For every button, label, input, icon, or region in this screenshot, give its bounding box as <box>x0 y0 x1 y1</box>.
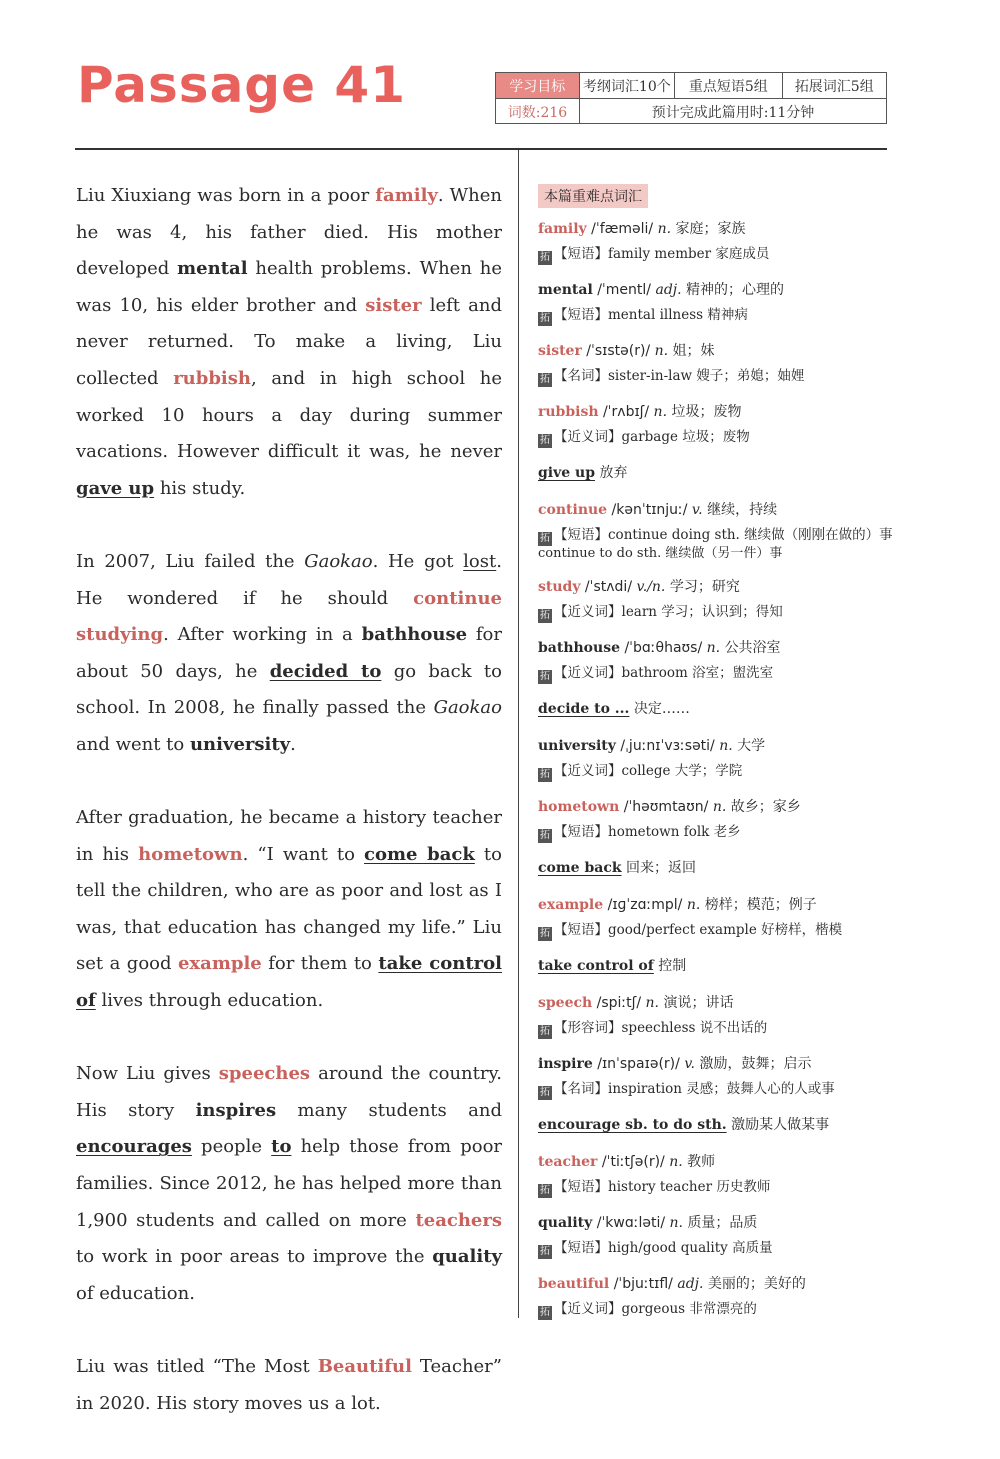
vocab-extension-text: 【近义词】college 大学；学院 <box>554 763 743 779</box>
estimated-time: 预计完成此篇用时:11分钟 <box>651 104 815 121</box>
vocab-part-of-speech: v. <box>684 1056 696 1072</box>
text-run: lives through education. <box>95 990 324 1012</box>
vocab-part-of-speech: n. <box>653 404 668 420</box>
vocab-word: sister <box>538 343 582 359</box>
vocab-extension <box>538 1016 898 1040</box>
vocab-meaning: 回来；返回 <box>626 860 696 876</box>
keyword: bathhouse <box>361 624 468 646</box>
key-phrase: gave up <box>76 477 155 499</box>
vocab-list <box>538 216 898 1321</box>
vocab-headline <box>538 497 898 523</box>
key-phrase: come back <box>364 843 475 865</box>
paragraph-5 <box>76 1349 502 1422</box>
vocab-entry <box>538 855 898 881</box>
vocab-headline <box>538 1149 898 1175</box>
vocab-entry <box>538 696 898 722</box>
vocab-extension-extra: continue to do sth. 继续做（另一件）事 <box>538 546 783 561</box>
text-run: Liu Xiuxiang was born in a poor <box>76 185 376 206</box>
extension-tag-icon: 拓 <box>540 769 550 780</box>
vocab-extension-text: 【短语】hometown folk 老乡 <box>554 824 741 840</box>
vocab-meaning: 姐；妹 <box>672 343 715 359</box>
key-phrase: decided to <box>269 660 382 682</box>
vocab-phonetic: /ˈbjuːtɪfl/ <box>613 1276 673 1292</box>
vocab-header: 本篇重难点词汇 <box>538 184 648 208</box>
key-phrase: lost <box>463 550 497 572</box>
vocab-extension <box>538 600 898 624</box>
vocab-headline <box>538 1210 898 1236</box>
vocab-part-of-speech: n. <box>645 995 659 1011</box>
vocab-part-of-speech: v. <box>691 502 703 518</box>
vocab-part-of-speech: n. <box>669 1154 683 1170</box>
vocab-word: hometown <box>538 799 620 815</box>
vocab-headline <box>538 696 898 722</box>
vocab-extension-text: 【短语】continue doing sth. 继续做（刚刚在做的）事 <box>554 527 893 543</box>
vocab-part-of-speech: n. <box>669 1215 683 1231</box>
vocab-extension <box>538 523 898 547</box>
keyword: university <box>189 733 291 755</box>
vocab-extension <box>538 364 898 388</box>
vocab-meaning: 激励某人做某事 <box>731 1117 830 1133</box>
vocab-extension-text: 【名词】inspiration 灵感；鼓舞人心的人或事 <box>554 1081 835 1097</box>
vocab-entry <box>538 794 898 844</box>
vocab-entry <box>538 460 898 486</box>
vocab-entry <box>538 399 898 449</box>
vocab-part-of-speech: n. <box>654 343 669 359</box>
vocab-extension <box>538 918 898 942</box>
column-divider <box>518 150 519 1318</box>
vocab-meaning: 激励，鼓舞；启示 <box>699 1056 812 1072</box>
passage-text <box>76 178 502 1459</box>
vocab-phonetic: /ˈtiːtʃə(r)/ <box>601 1154 665 1170</box>
paragraph-4 <box>76 1056 502 1312</box>
vocab-meaning: 放弃 <box>599 465 628 481</box>
vocab-meaning: 大学 <box>737 738 766 754</box>
text-run: . When he was 4, his father died. His mother developed <box>76 185 502 280</box>
vocab-headline <box>538 338 898 364</box>
vocab-meaning: 继续，持续 <box>707 502 778 518</box>
vocab-entry <box>538 733 898 783</box>
extension-tag-icon: 拓 <box>540 313 550 324</box>
keyword: Beautiful <box>317 1356 412 1377</box>
vocab-word: inspire <box>538 1056 593 1072</box>
keyword: hometown <box>138 843 243 865</box>
vocab-extension <box>538 1077 898 1101</box>
vocab-headline <box>538 277 898 303</box>
vocab-headline <box>538 399 898 425</box>
text-run: health problems. When he was 10, his elder brother and <box>76 258 502 316</box>
extension-tag-icon: 拓 <box>540 252 550 263</box>
vocab-meaning: 垃圾；废物 <box>671 404 742 420</box>
text-run: of education. <box>76 1282 195 1304</box>
vocab-entry <box>538 1051 898 1101</box>
paragraph-2 <box>76 544 502 764</box>
text-run: go back to school. In 2008, he finally passed the <box>76 660 502 719</box>
vocab-headline <box>538 855 898 881</box>
text-run: left and never returned. To make a living, Liu collected <box>76 294 502 389</box>
vocab-phonetic: /ˈbɑːθhaʊs/ <box>624 640 703 656</box>
vocab-word: mental <box>538 282 593 298</box>
vocab-headline <box>538 574 898 600</box>
vocab-part-of-speech: adj. <box>655 282 682 298</box>
text-run: . <box>290 733 296 755</box>
vocab-extension <box>538 242 898 266</box>
extension-tag-icon: 拓 <box>540 671 550 682</box>
vocab-word: example <box>538 897 604 913</box>
vocab-entry <box>538 953 898 979</box>
vocab-meaning: 榜样；模范；例子 <box>704 897 817 913</box>
keyword: quality <box>432 1246 502 1268</box>
text-run: Now Liu gives <box>76 1063 219 1085</box>
extension-tag-icon: 拓 <box>540 533 550 544</box>
vocab-phonetic: /ˈfæməli/ <box>591 221 654 237</box>
text-run: around the country. His story <box>76 1063 502 1121</box>
vocab-extension-text: 【短语】high/good quality 高质量 <box>554 1240 773 1256</box>
text-run: Liu was titled “The Most <box>76 1356 318 1377</box>
extension-tag-icon: 拓 <box>540 928 550 939</box>
extension-tag-icon: 拓 <box>540 374 550 385</box>
vocab-headline <box>538 892 898 918</box>
text-run: , and in high school he worked 10 hours a day during summer vacations. However difficult it was, he never <box>76 367 503 463</box>
vocab-extension-text: 【近义词】bathroom 浴室；盥洗室 <box>554 665 774 681</box>
vocab-meaning: 公共浴室 <box>724 640 781 656</box>
vocab-extension <box>538 820 898 844</box>
key-phrase: encourages <box>76 1136 192 1158</box>
italic-term: Gaokao <box>304 550 373 572</box>
extension-tag-icon: 拓 <box>540 1307 550 1318</box>
italic-term: Gaokao <box>433 697 502 719</box>
vocab-word: come back <box>538 860 622 876</box>
vocab-meaning: 学习；研究 <box>669 579 740 595</box>
vocab-headline <box>538 953 898 979</box>
vocab-entry <box>538 574 898 624</box>
text-run: Teacher” in 2020. His story moves us a lot. <box>76 1356 502 1414</box>
vocab-entry <box>538 1271 898 1321</box>
vocab-headline <box>538 990 898 1016</box>
extension-tag-icon: 拓 <box>540 1185 550 1196</box>
vocab-meaning: 精神的；心理的 <box>686 282 785 298</box>
text-run: . He got <box>372 550 464 572</box>
paragraph-3 <box>76 800 502 1020</box>
vocab-word: speech <box>538 995 593 1011</box>
vocab-phonetic: /spiːtʃ/ <box>596 995 642 1011</box>
vocab-part-of-speech: n. <box>712 799 727 815</box>
vocab-part-of-speech: n. <box>719 738 733 754</box>
vocab-extension-text: 【短语】mental illness 精神病 <box>554 307 748 323</box>
vocab-part-of-speech: n. <box>657 221 672 237</box>
vocab-word: rubbish <box>538 404 599 420</box>
vocab-entry <box>538 1210 898 1260</box>
key-phrase: take control of <box>76 953 502 1012</box>
vocab-extension <box>538 661 898 685</box>
vocab-word: decide to ... <box>538 701 630 717</box>
vocab-part-of-speech: adj. <box>677 1276 704 1292</box>
vocab-word: take control of <box>538 958 654 974</box>
vocab-meaning: 控制 <box>658 958 687 974</box>
text-run: . After working in a <box>163 624 362 646</box>
vocab-word: teacher <box>538 1154 598 1170</box>
vocab-headline <box>538 460 898 486</box>
extension-tag-icon: 拓 <box>540 1246 550 1257</box>
vocab-phonetic: /ˈstʌdi/ <box>584 579 633 595</box>
vocab-phonetic: /ɪnˈspaɪə(r)/ <box>597 1056 680 1072</box>
vocab-headline <box>538 216 898 242</box>
vocab-sidebar <box>538 184 898 1332</box>
vocab-headline <box>538 733 898 759</box>
text-run: for about 50 days, he <box>76 624 503 682</box>
top-divider <box>75 148 887 150</box>
vocab-entry <box>538 277 898 327</box>
keyword: teachers <box>415 1209 502 1231</box>
vocab-meaning: 故乡；家乡 <box>730 799 801 815</box>
vocab-entry <box>538 1112 898 1138</box>
extension-tag-icon: 拓 <box>540 435 550 446</box>
text-run: to tell the children, who are as poor and lost as I was, that education has changed my life.” Liu set a good <box>76 843 502 975</box>
text-run: . “I want to <box>242 843 365 865</box>
vocab-word: study <box>538 579 581 595</box>
vocab-phonetic: /ˈmentl/ <box>597 282 652 298</box>
goal-vocab-count: 考纲词汇10个 <box>580 73 676 98</box>
vocab-part-of-speech: v./n. <box>636 579 666 595</box>
vocab-extension-text: 【短语】family member 家庭成员 <box>554 246 770 262</box>
extension-tag-icon: 拓 <box>540 1087 550 1098</box>
keyword: rubbish <box>173 367 251 389</box>
vocab-extension-text: 【近义词】learn 学习；认识到；得知 <box>554 604 783 620</box>
extension-tag-icon: 拓 <box>540 830 550 841</box>
vocab-extension <box>538 1236 898 1260</box>
learning-goals-box <box>495 72 887 124</box>
text-run: and went to <box>76 733 190 755</box>
vocab-phonetic: /kənˈtɪnjuː/ <box>611 502 688 518</box>
extension-tag-icon: 拓 <box>540 1026 550 1037</box>
vocab-word: quality <box>538 1215 593 1231</box>
vocab-word: give up <box>538 465 595 481</box>
vocab-extension-text: 【短语】history teacher 历史教师 <box>554 1179 771 1195</box>
vocab-headline <box>538 635 898 661</box>
vocab-headline <box>538 1112 898 1138</box>
keyword: family <box>375 185 438 206</box>
vocab-entry <box>538 892 898 942</box>
vocab-entry <box>538 1149 898 1199</box>
vocab-headline <box>538 794 898 820</box>
vocab-phonetic: /ˈkwɑːləti/ <box>596 1215 666 1231</box>
vocab-headline <box>538 1051 898 1077</box>
vocab-extension <box>538 303 898 327</box>
vocab-word: continue <box>538 502 608 518</box>
vocab-entry <box>538 635 898 685</box>
extension-tag-icon: 拓 <box>540 610 550 621</box>
vocab-entry <box>538 338 898 388</box>
text-run: to work in poor areas to improve the <box>76 1246 433 1268</box>
vocab-entry <box>538 497 898 563</box>
page-title: Passage 41 <box>77 56 406 114</box>
text-run: In 2007, Liu failed the <box>76 550 305 572</box>
vocab-phonetic: /ˈsɪstə(r)/ <box>586 343 651 359</box>
key-phrase: to <box>271 1136 292 1158</box>
keyword: inspires <box>195 1099 277 1121</box>
vocab-meaning: 美丽的；美好的 <box>707 1276 806 1292</box>
vocab-word: beautiful <box>538 1276 610 1292</box>
vocab-extension-text: 【短语】good/perfect example 好榜样，楷模 <box>554 922 843 938</box>
goals-label: 学习目标 <box>496 73 580 98</box>
vocab-meaning: 决定…… <box>633 701 690 717</box>
vocab-headline <box>538 1271 898 1297</box>
text-run: for them to <box>261 953 379 975</box>
text-run: people <box>191 1136 272 1158</box>
word-count: 词数:216 <box>496 99 580 124</box>
vocab-extension-text: 【形容词】speechless 说不出话的 <box>554 1020 768 1036</box>
vocab-word: family <box>538 221 587 237</box>
vocab-phonetic: /ˌjuːnɪˈvɜːsəti/ <box>620 738 715 754</box>
vocab-meaning: 家庭；家族 <box>675 221 746 237</box>
keyword: sister <box>365 294 422 316</box>
vocab-phonetic: /ɪɡˈzɑːmpl/ <box>607 897 683 913</box>
vocab-extension-text: 【名词】sister-in-law 嫂子；弟媳；妯娌 <box>554 368 805 384</box>
text-run: . He wondered if he should <box>76 550 502 609</box>
text-run: many students and <box>276 1099 503 1121</box>
keyword: mental <box>177 258 248 280</box>
vocab-extension <box>538 425 898 449</box>
vocab-extension-text: 【近义词】garbage 垃圾；废物 <box>554 429 750 445</box>
text-run: After graduation, he became a history teacher in his <box>76 807 502 865</box>
text-run: his study. <box>154 477 246 499</box>
vocab-extension-text: 【近义词】gorgeous 非常漂亮的 <box>554 1301 757 1317</box>
vocab-extension <box>538 1175 898 1199</box>
vocab-word: university <box>538 738 616 754</box>
vocab-meaning: 教师 <box>687 1154 716 1170</box>
goal-extension-count: 拓展词汇5组 <box>794 78 874 95</box>
vocab-meaning: 演说；讲话 <box>663 995 734 1011</box>
vocab-phonetic: /ˈhəʊmtaʊn/ <box>623 799 709 815</box>
paragraph-1 <box>76 178 502 507</box>
keyword: continue studying <box>76 587 502 646</box>
goal-phrase-count: 重点短语5组 <box>675 73 782 98</box>
vocab-part-of-speech: n. <box>706 640 721 656</box>
keyword: example <box>177 953 262 975</box>
vocab-word: bathhouse <box>538 640 620 656</box>
vocab-extension <box>538 759 898 783</box>
vocab-entry <box>538 216 898 266</box>
vocab-entry <box>538 990 898 1040</box>
vocab-part-of-speech: n. <box>686 897 701 913</box>
vocab-phonetic: /ˈrʌbɪʃ/ <box>602 404 650 420</box>
vocab-extension <box>538 1297 898 1321</box>
vocab-meaning: 质量；品质 <box>687 1215 758 1231</box>
vocab-word: encourage sb. to do sth. <box>538 1117 727 1133</box>
keyword: speeches <box>218 1063 311 1085</box>
text-run: help those from poor families. Since 2012, he has helped more than 1,900 students and called on more <box>76 1136 503 1231</box>
